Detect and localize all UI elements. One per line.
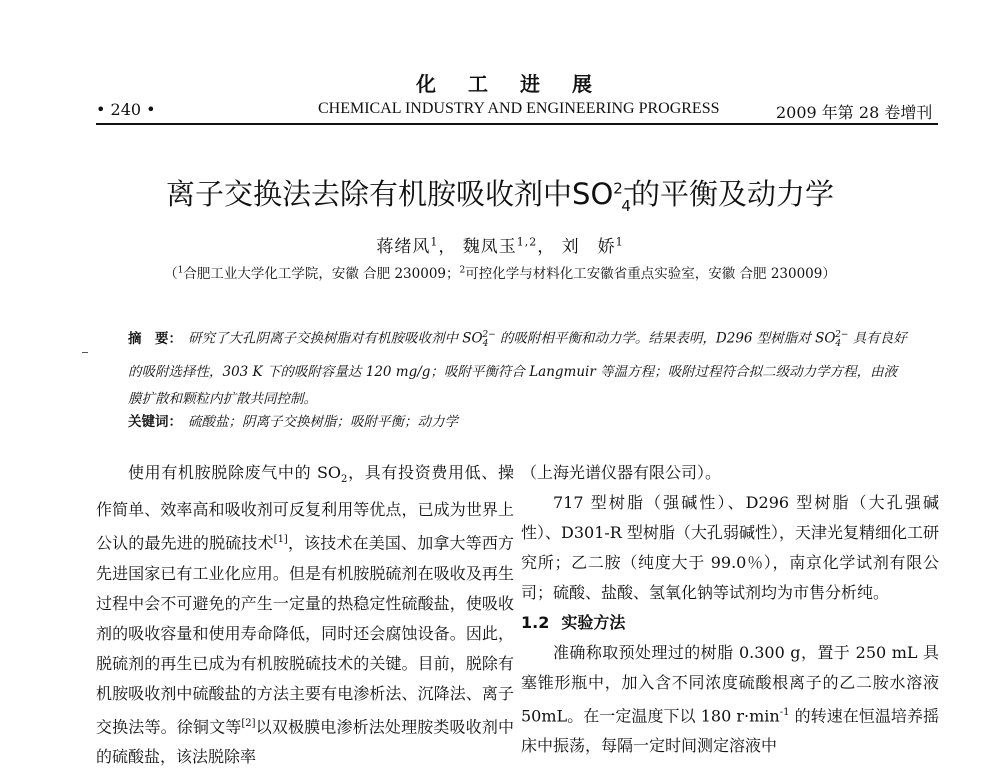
citation: [1] (273, 534, 288, 546)
body-paragraph: 717 型树脂（强碱性）、D296 型树脂（大孔强碱性）、D301-R 型树脂（大孔弱碱性），天津光复精细化工研究所；乙二胺（纯度大于 99.0％），南京化学试剂有限公司；硫酸、盐酸、氢氧化钠等试剂均为市售分析纯。 (521, 493, 939, 602)
header-divider (96, 123, 938, 125)
abstract: 摘 要： 研究了大孔阴离子交换树脂对有机胺吸收剂中 $SO_4^{2-}$ 的吸附相平衡和动力学。结果表明，D296 型树脂对 $SO_4^{2-}$ 具有良好的吸附选择性，303 K 下的吸附容量达 120 mg/g；吸附平衡符合 Langmuir 等温方程；吸附过程符合拟二级动力学方程，由液膜扩散和颗粒内扩散共同控制。 (128, 330, 907, 408)
body-paragraph: 使用有机胺脱除废气中的 $SO_2$，具有投资费用低、操作简单、效率高和吸收剂可反复利用等优点，已成为世界上公认的最先进的脱硫技术[1]，该技术在美国、加拿大等西方先进国家已有工业化应用。但是有机胺脱硫剂在吸收及再生过程中会不可避免的产生一定量的热稳定性硫酸盐，使吸收剂的吸收容量和使用寿命降低，同时还会腐蚀设备。因此，脱硫剂的再生已成为有机胺脱硫技术的关键。目前，脱除有机胺吸收剂中硫酸盐的方法主要有电渗析法、沉降法、离子交换法等。徐铜文等[2]以双极膜电渗析法处理胺类吸收剂中的硫酸盐，该法脱除率 (96, 463, 514, 766)
keywords (128, 410, 908, 430)
author-affil-mark: 1 (430, 235, 439, 249)
title-ion-scripts (613, 177, 636, 215)
margin-mark (82, 352, 88, 353)
affiliations: （$^1$合肥工业大学化工学院，安徽 合肥 230009；$^2$可控化学与材料化工安徽省重点实验室，安徽 合肥 230009） (164, 265, 836, 282)
title-ion-charge: 2− (613, 179, 636, 198)
author-affil-mark: 1,2 (516, 235, 538, 249)
abstract-label: 摘 要： (128, 330, 182, 347)
section-title: 实验方法 (561, 613, 626, 632)
affiliation-1: 合肥工业大学化工学院，安徽 合肥 230009； (183, 266, 460, 282)
author-name: 魏凤玉 (462, 237, 517, 257)
page-number: • 240 • (96, 100, 156, 119)
body-column-left (96, 458, 514, 772)
section-heading (521, 608, 939, 638)
author-list: 蒋绪风$^1$， 魏凤玉$^{1,2}$， 刘 娇$^1$ (376, 235, 624, 257)
affiliation-2: 可控化学与材料化工安徽省重点实验室，安徽 合肥 230009） (465, 266, 836, 282)
author-name: 刘 娇 (561, 237, 616, 257)
title-ion-subscript: 4 (621, 196, 631, 215)
issue-info: 2009 年第 28 卷增刊 (776, 103, 933, 122)
author-name: 蒋绪风 (376, 237, 431, 257)
citation: [2] (241, 717, 256, 729)
journal-name-cn: 化工进展 (416, 72, 624, 96)
paper-title (0, 172, 1000, 215)
keywords-text: 硫酸盐；阴离子交换树脂；吸附平衡；动力学 (188, 414, 458, 430)
body-column-right (521, 458, 939, 761)
affil-mark: 1 (177, 265, 184, 276)
title-suffix: 的平衡及动力学 (630, 177, 834, 211)
keywords-label: 关键词： (128, 414, 182, 430)
section-number: 1.2 (521, 613, 550, 632)
author-affil-mark: 1 (615, 235, 624, 249)
title-prefix: 离子交换法去除有机胺吸收剂中SO (166, 177, 614, 211)
body-paragraph: （上海光谱仪器有限公司）。 (521, 463, 722, 482)
affil-mark: 2 (459, 265, 466, 276)
journal-name-en: CHEMICAL INDUSTRY AND ENGINEERING PROGRESS (318, 100, 720, 117)
body-paragraph: 准确称取预处理过的树脂 0.300 g，置于 250 mL 具塞锥形瓶中，加入含不同浓度硫酸根离子的乙二胺水溶液 50mL。在一定温度下以 180 $r\cdot\min^{-1}$ 的转速在恒温培养摇床中振荡，每隔一定时间测定溶液中 (521, 643, 939, 756)
